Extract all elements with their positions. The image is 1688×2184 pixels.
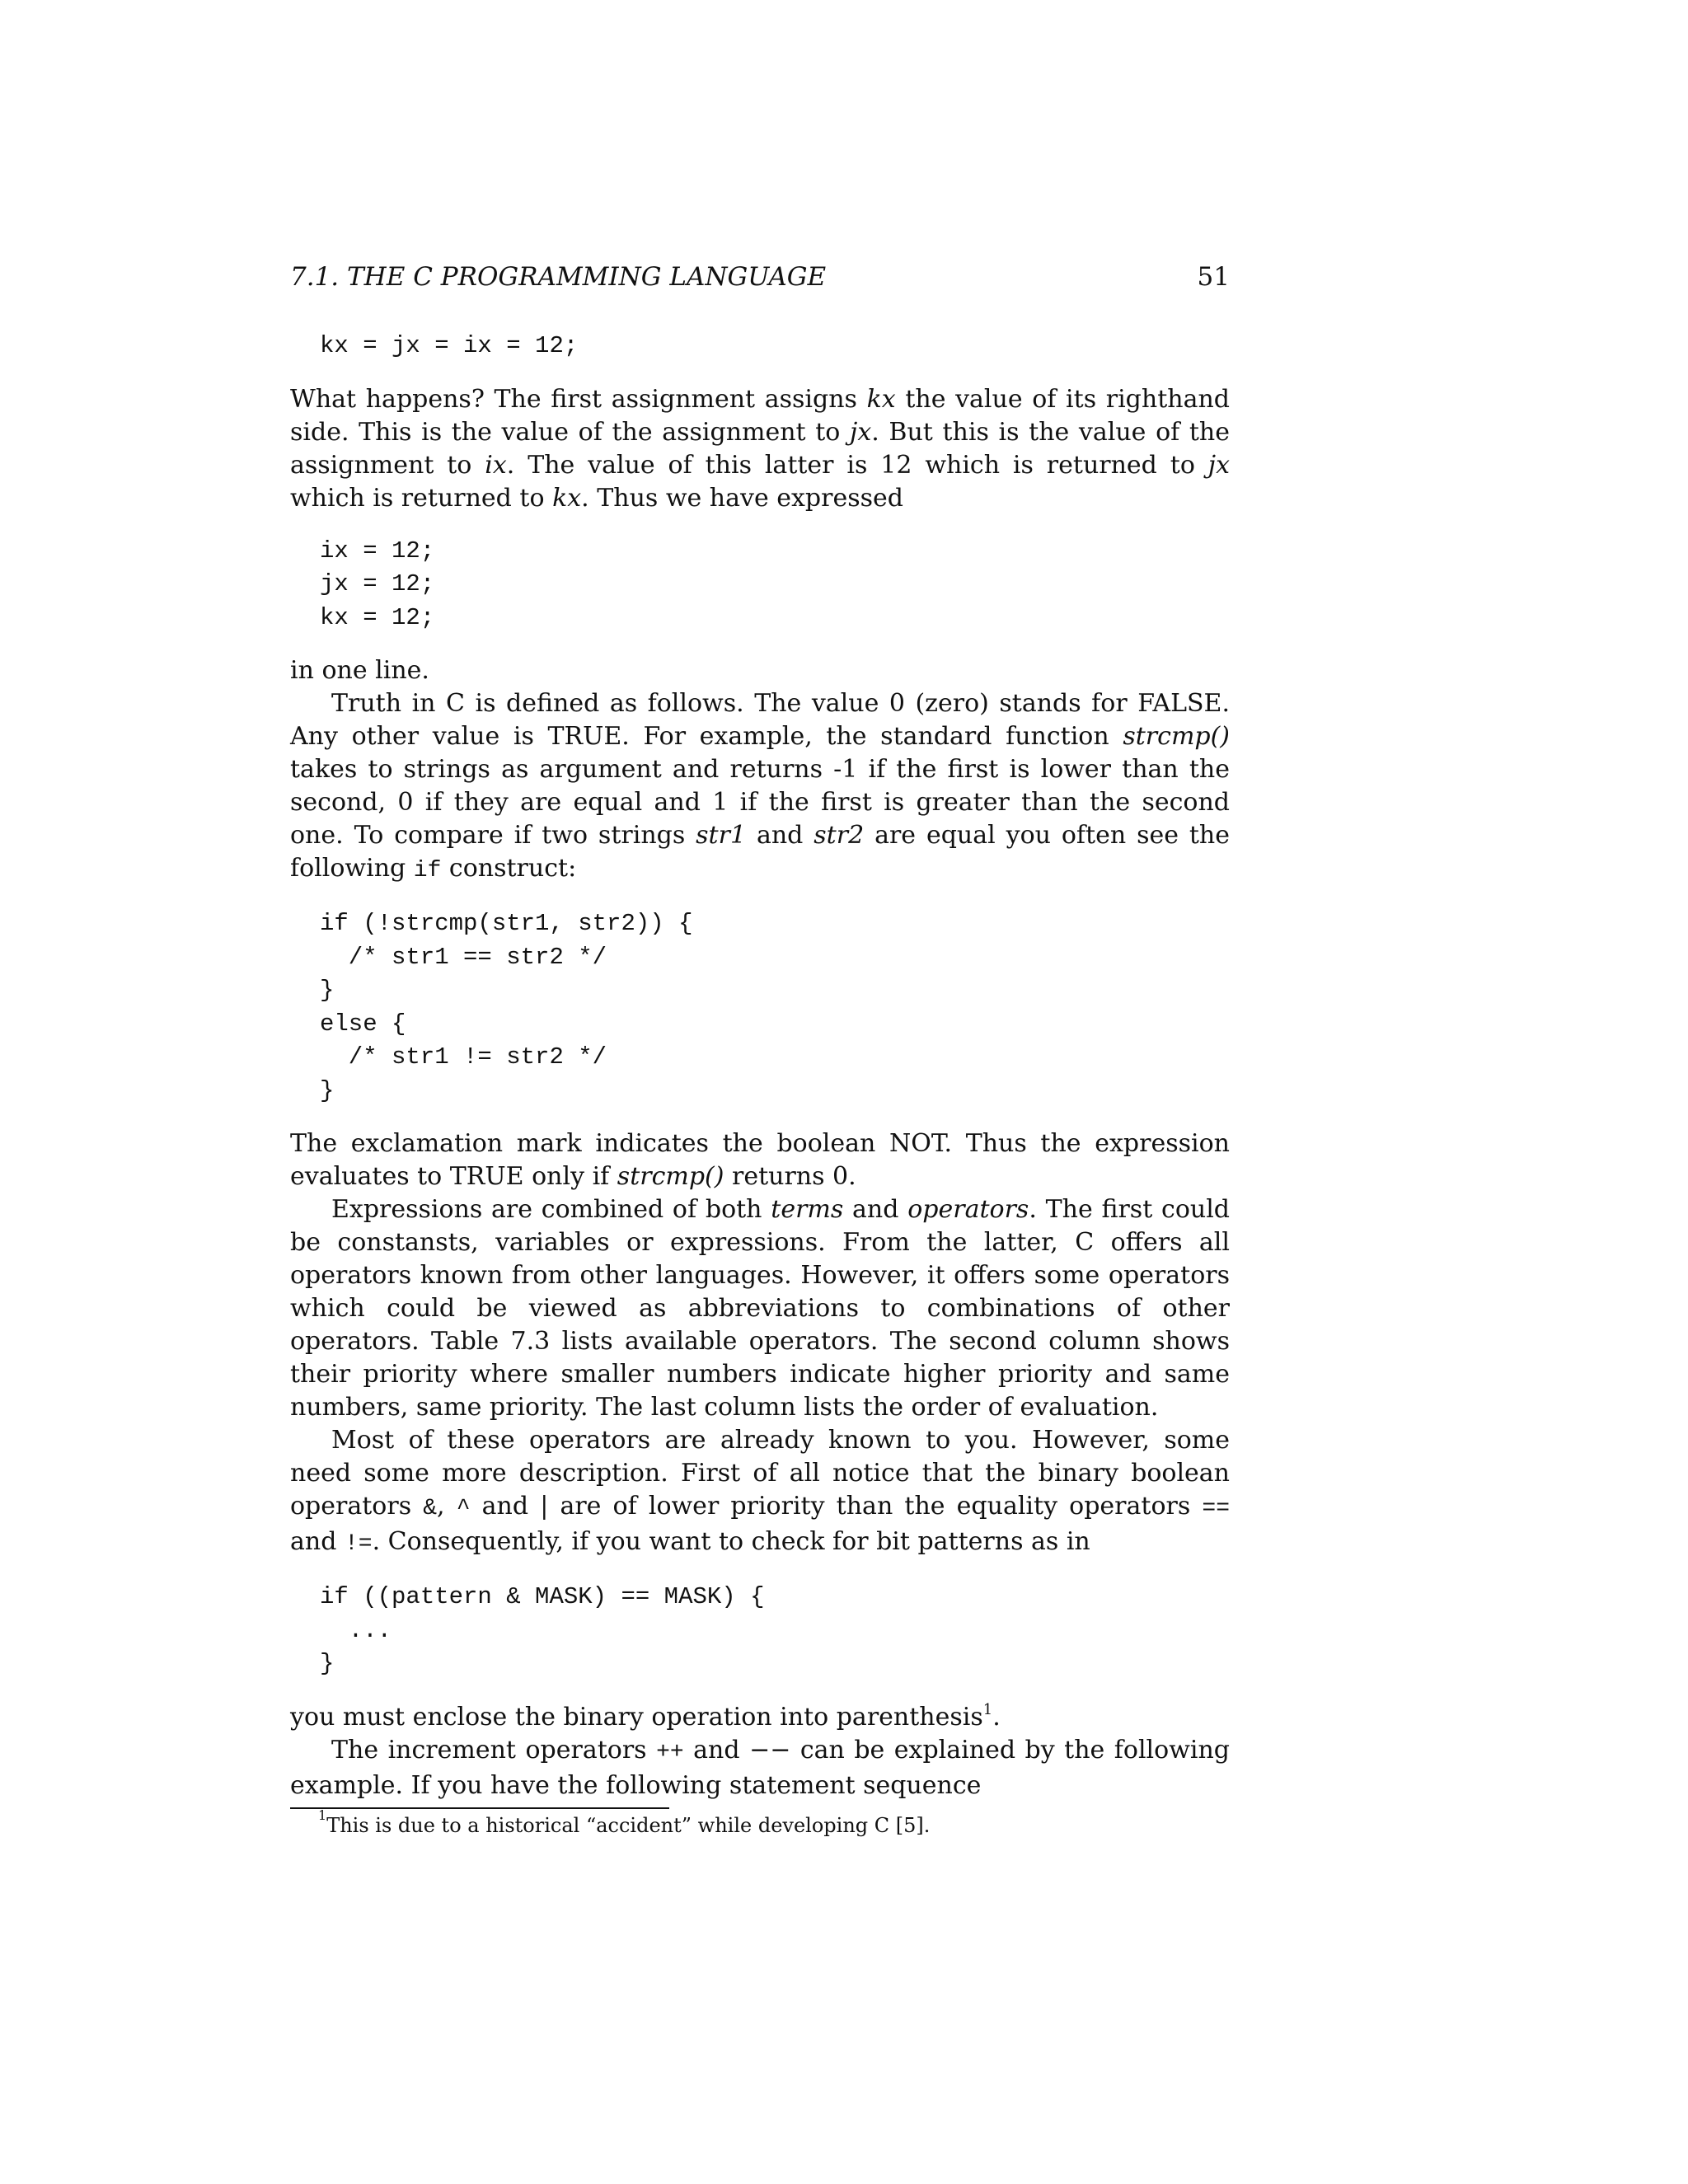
operator-xor: ^ <box>456 1496 471 1521</box>
operator-and: & <box>423 1496 438 1521</box>
operator-not-equal: != <box>344 1531 373 1557</box>
document-page <box>290 260 1230 1839</box>
paragraph-truth-in-c: Truth in C is defined as follows. The value 0 (zero) stands for FALSE. Any other value is TRUE. For example, the standard function strcmp() takes to strings as argument and returns -1 if the first is lower than the second, 0 if they are equal and 1 if the first is greater than the second one. To compare if two strings str1 and str2 are equal you often see the following if construct: <box>290 689 1231 883</box>
footnote-divider <box>290 1807 669 1809</box>
paragraph-in-one-line: in one line. <box>290 656 429 685</box>
footnote-text: This is due to a historical “accident” while developing C [5]. <box>326 1813 931 1837</box>
function-name-strcmp: strcmp() <box>1123 722 1230 751</box>
variable-jx: jx <box>1207 450 1230 480</box>
variable-kx: kx <box>552 483 582 513</box>
paragraph-expressions: Expressions are combined of both terms and operators. The first could be constansts, variables or expressions. From the latter, C offers all operators known from other languages. However, it offers some operators which could be viewed as abbreviations to combinations of other operators. Table 7.3 lists available operators. The second column shows their priority where smaller numbers indicate higher priority and same numbers, same priority. The last column lists the order of evaluation. <box>290 1195 1231 1422</box>
code-block-bit-pattern: if ((pattern & MASK) == MASK) { ... } <box>320 1583 765 1677</box>
paragraph-operator-priority: Most of these operators are already known to you. However, some need some more description. First of all notice that the binary boolean operators &, ^ and | are of lower priority than the equality operators == and !=. Consequently, if you want to check for bit patterns as in <box>290 1426 1230 1557</box>
variable-str2: str2 <box>814 821 865 850</box>
paragraph-exclamation-mark: The exclamation mark indicates the boolean NOT. Thus the expression evaluates to TRUE only if strcmp() returns 0. <box>290 1129 1230 1191</box>
variable-str1: str1 <box>696 821 747 850</box>
term-terms: terms <box>771 1195 844 1224</box>
variable-kx: kx <box>866 384 896 414</box>
page-number: 51 <box>1197 262 1230 292</box>
code-block-strcmp-if: if (!strcmp(str1, str2)) { /* str1 == str2 */ } else { /* str1 != str2 */ } <box>320 910 693 1104</box>
variable-jx: jx <box>850 417 872 447</box>
running-header <box>290 260 1230 293</box>
function-name-strcmp: strcmp() <box>617 1162 724 1191</box>
paragraph-parenthesis: you must enclose the binary operation into parenthesis$^1$. <box>290 1700 1001 1732</box>
keyword-if: if <box>413 858 442 883</box>
term-operators: operators <box>907 1195 1029 1224</box>
paragraph-what-happens: What happens? The first assignment assigns kx the value of its righthand side. This is the value of the assignment to jx. But this is the value of the assignment to ix. The value of this latter is 12 which is returned to jx which is returned to kx. Thus we have expressed <box>290 384 1231 513</box>
variable-ix: ix <box>485 450 507 480</box>
operator-increment: ++ <box>656 1739 684 1765</box>
code-block-separate-assignments: ix = 12; jx = 12; kx = 12; <box>320 537 435 631</box>
paragraph-increment-operators: The increment operators ++ and −− can be explained by the following example. If you have the following statement sequence <box>290 1735 1231 1800</box>
section-title: 7.1. THE C PROGRAMMING LANGUAGE <box>290 262 827 292</box>
footnote-mark: 1 <box>318 1807 327 1823</box>
code-block-chained-assignment: kx = jx = ix = 12; <box>320 332 579 359</box>
footnote-reference: 1 <box>982 1700 993 1718</box>
footnote <box>290 1807 1230 1839</box>
operator-equal: == <box>1202 1496 1230 1521</box>
